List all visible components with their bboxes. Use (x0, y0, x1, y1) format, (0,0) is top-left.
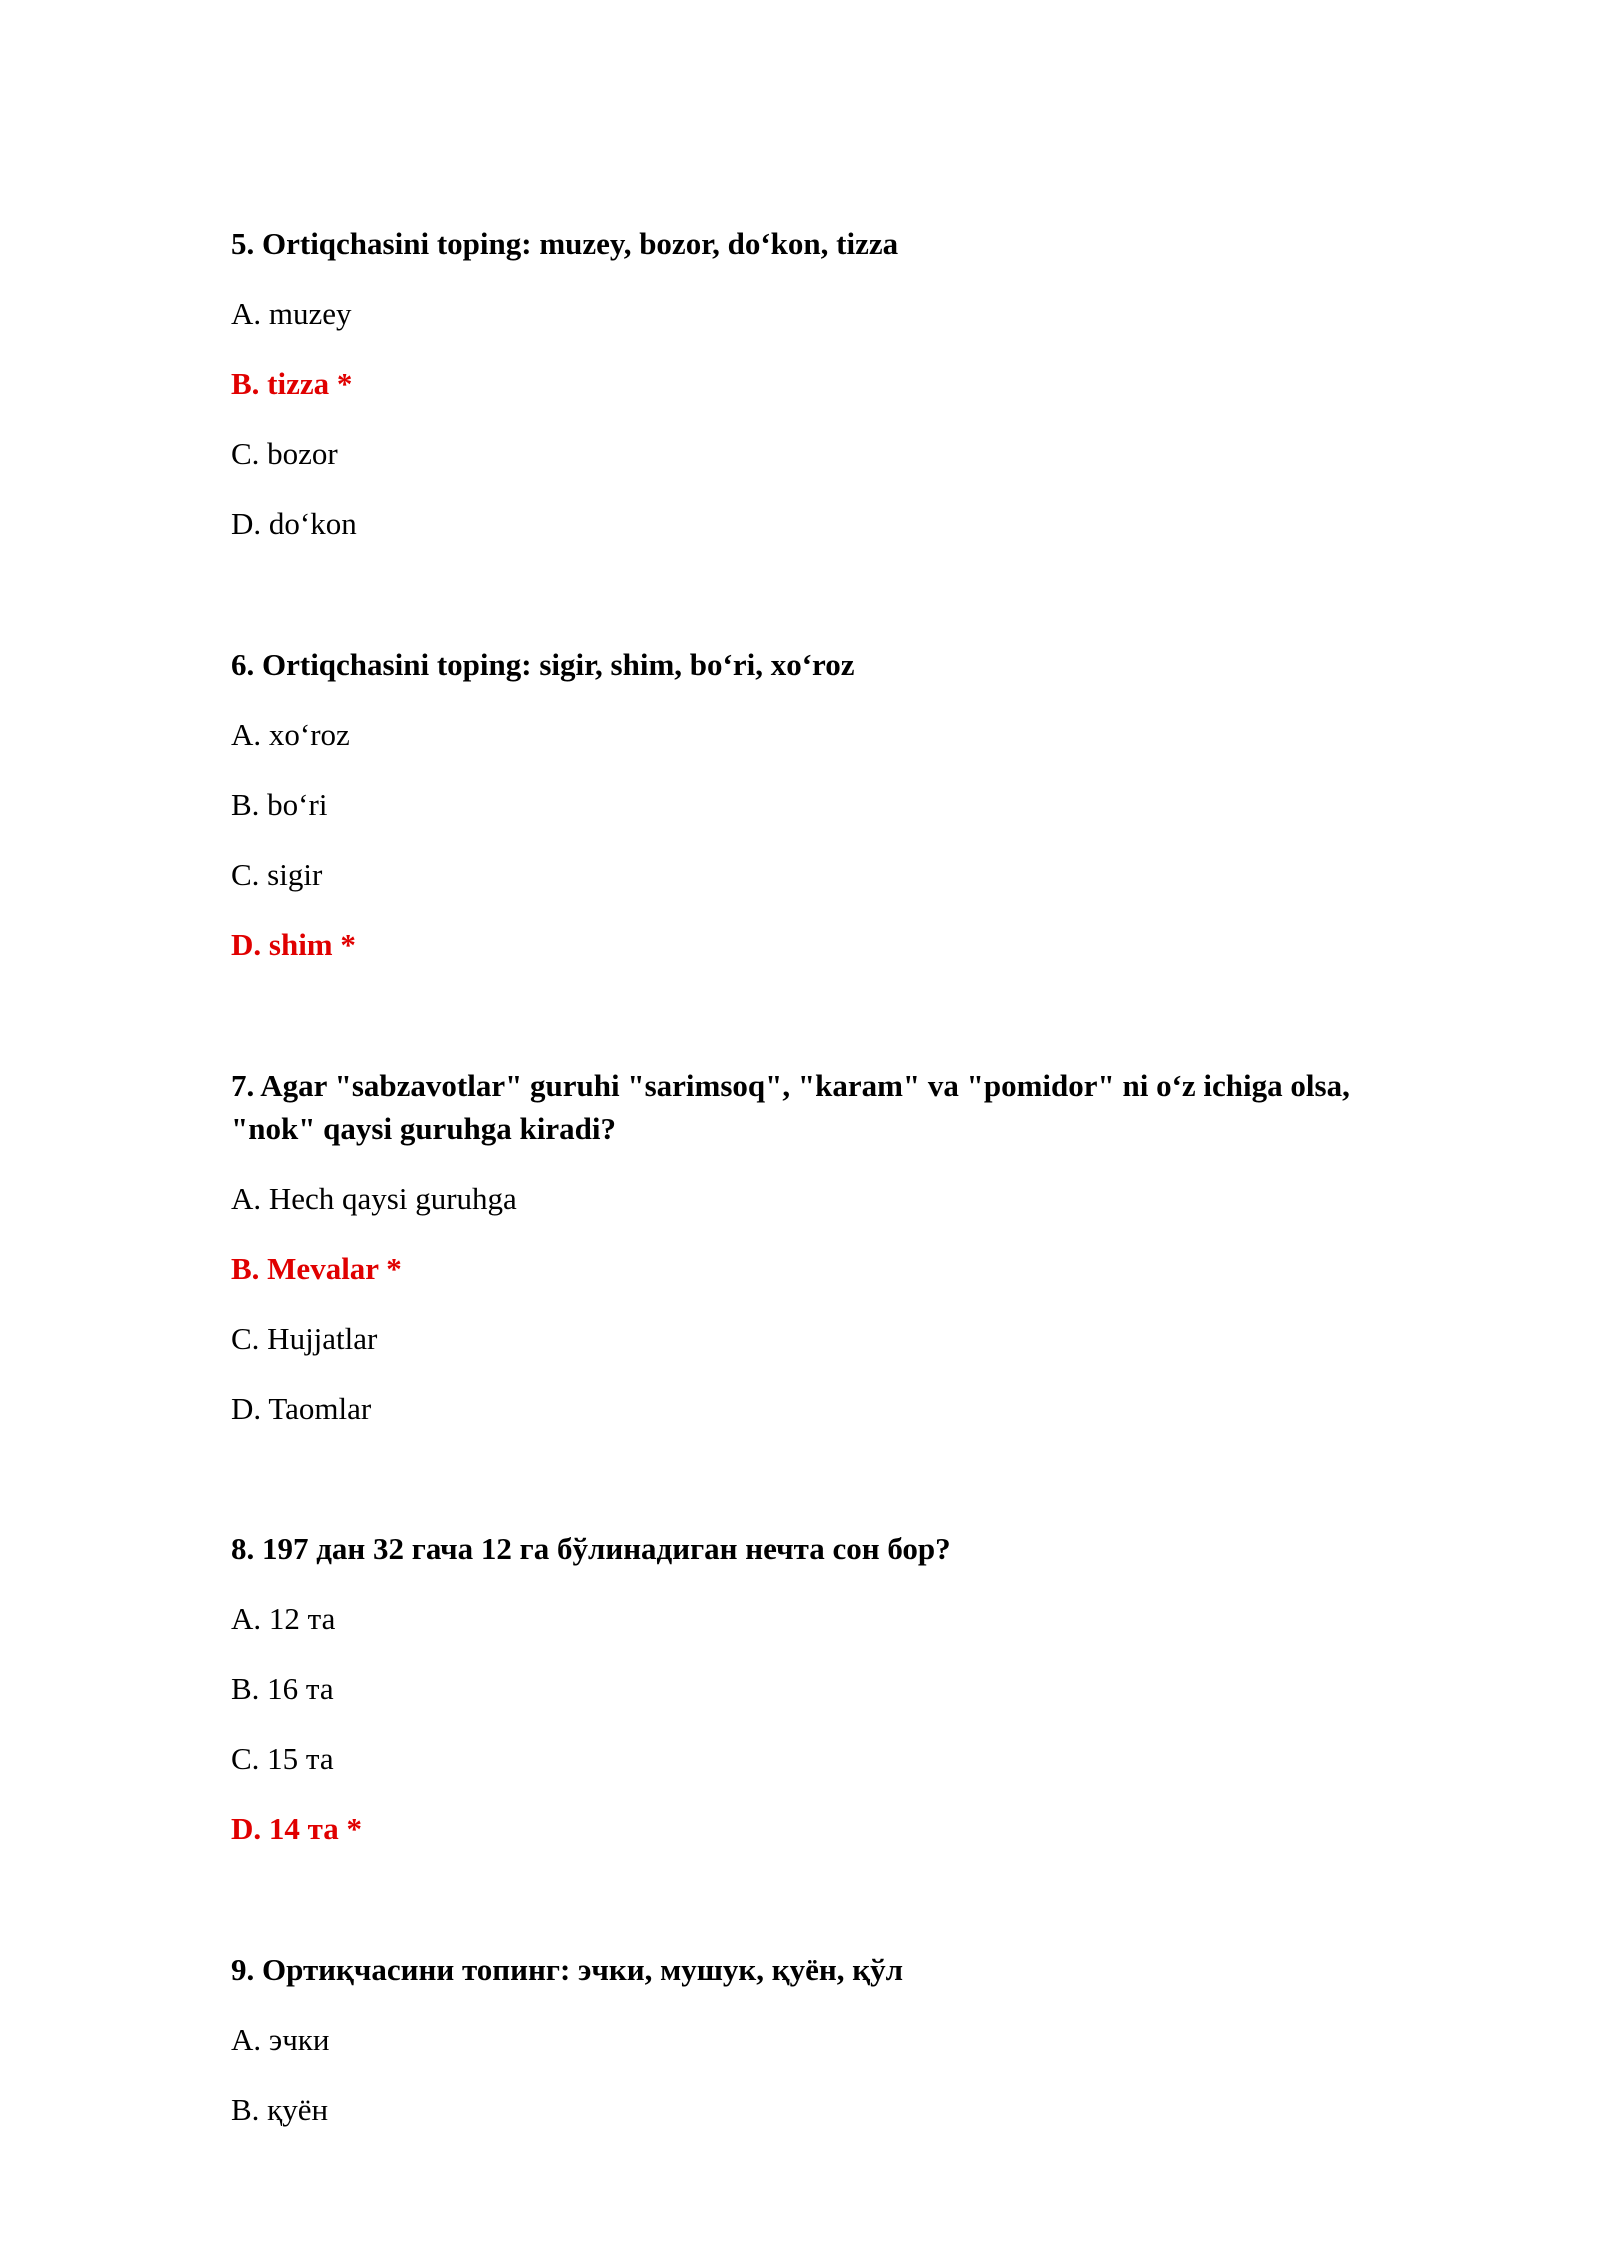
answer-option: B. қуён (231, 2092, 329, 2127)
question-text: 5. Ortiqchasini toping: muzey, bozor, do‘kon, tizza (231, 226, 899, 261)
answer-option: A. muzey (231, 296, 352, 331)
answer-option: A. xo‘roz (231, 717, 350, 752)
question-text: 6. Ortiqchasini toping: sigir, shim, bo‘ri, xo‘roz (231, 647, 855, 682)
correct-answer-option: B. tizza * (231, 366, 353, 401)
question-text: 9. Ортиқчасини топинг: эчки, мушук, қуён, қўл (231, 1952, 904, 1987)
answer-option: C. bozor (231, 436, 338, 471)
answer-option: C. 15 та (231, 1741, 334, 1776)
answer-option: C. sigir (231, 857, 323, 892)
correct-answer-option: D. 14 та * (231, 1811, 362, 1846)
question-text: 7. Agar "sabzavotlar" guruhi "sarimsoq", "karam" va "pomidor" ni o‘z ichiga olsa, (231, 1068, 1350, 1103)
question-text: 8. 197 дан 32 гача 12 га бўлинадиган нечта сон бор? (231, 1531, 951, 1566)
answer-option: A. эчки (231, 2022, 330, 2057)
correct-answer-option: D. shim * (231, 927, 356, 962)
answer-option: D. do‘kon (231, 506, 357, 541)
answer-option: D. Taomlar (231, 1391, 372, 1426)
answer-option: B. 16 та (231, 1671, 334, 1706)
correct-answer-option: B. Mevalar * (231, 1251, 402, 1286)
answer-option: A. Hech qaysi guruhga (231, 1181, 517, 1216)
answer-option: A. 12 та (231, 1601, 336, 1636)
answer-option: C. Hujjatlar (231, 1321, 378, 1356)
question-text-continued: "nok" qaysi guruhga kiradi? (231, 1111, 617, 1146)
answer-option: B. bo‘ri (231, 787, 328, 822)
